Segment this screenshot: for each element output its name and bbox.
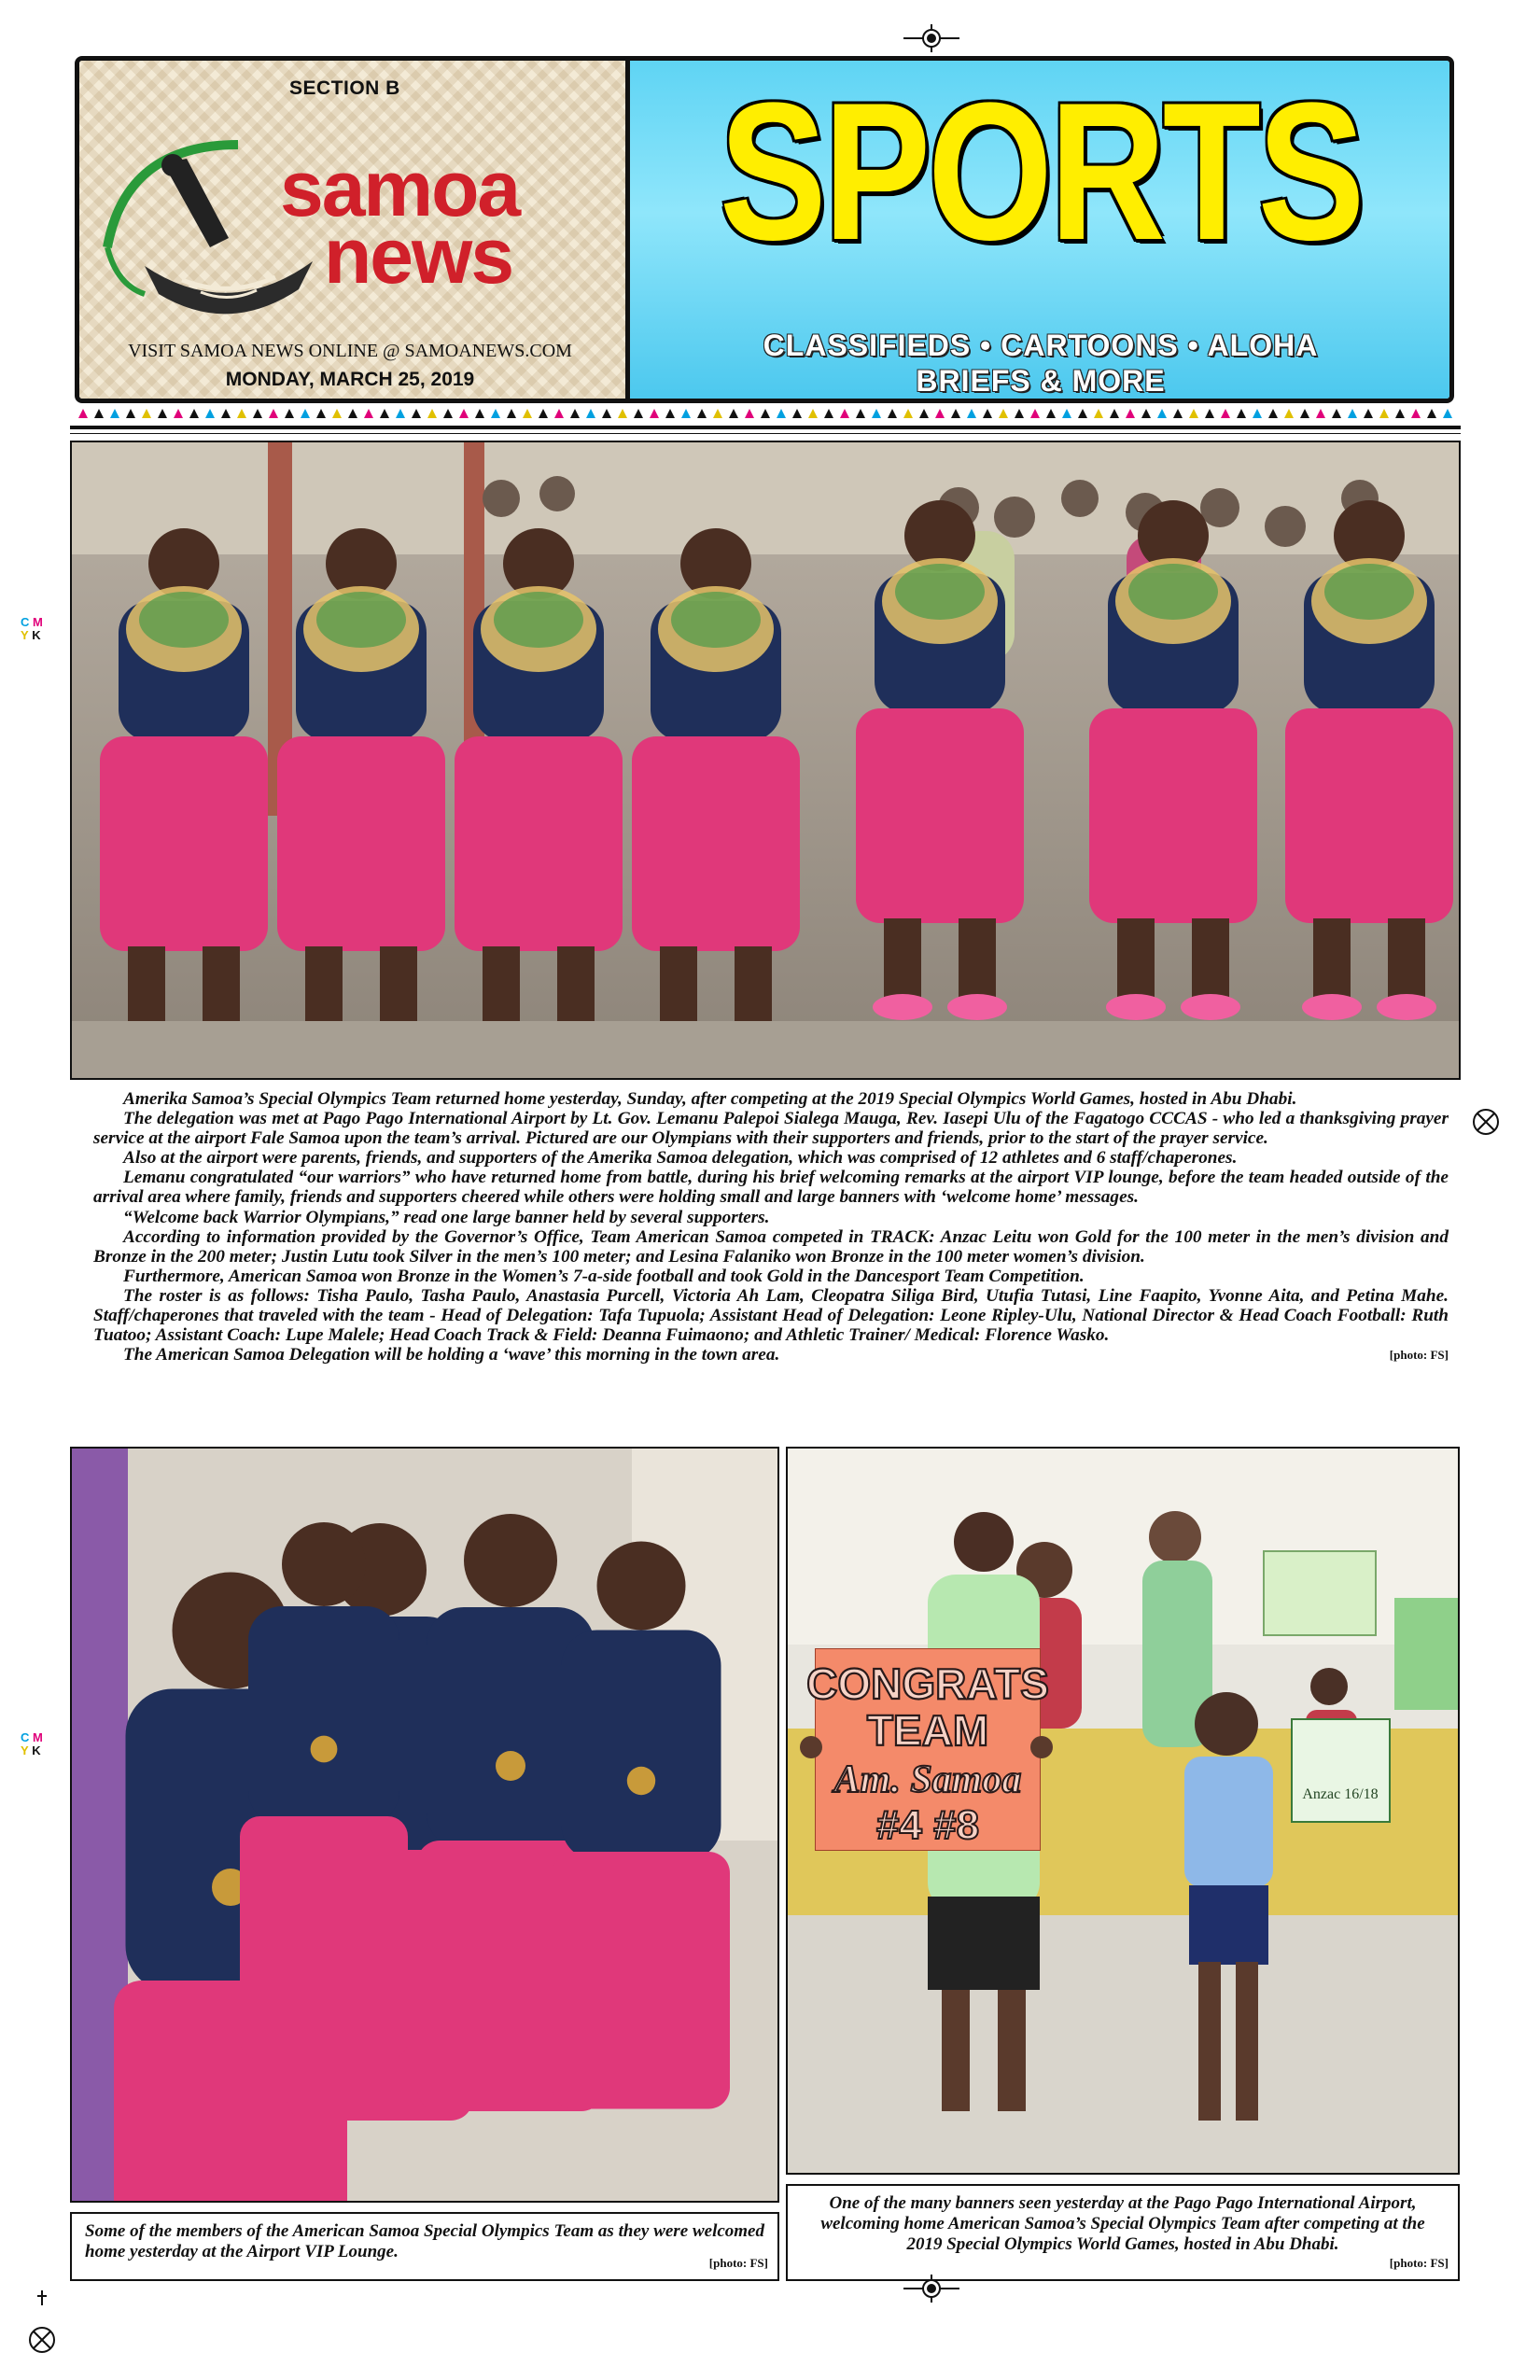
sign-line-3: Am. Samoa bbox=[833, 1758, 1022, 1801]
cmyk-mark: C M Y K bbox=[21, 1730, 43, 1757]
vip-lounge-caption: Some of the members of the American Samoa Special Olympics Team as they were welcomed home yesterday at the Airport VIP Lounge. bbox=[85, 2221, 764, 2261]
issue-date: MONDAY, MARCH 25, 2019 bbox=[225, 369, 475, 390]
divider bbox=[70, 433, 1461, 434]
vip-lounge-photo bbox=[70, 1447, 779, 2203]
caption-paragraph bbox=[93, 1345, 1449, 1365]
triangle-border-decoration bbox=[75, 407, 1454, 420]
caption-last-line: The American Samoa Delegation will be holding a ‘wave’ this morning in the town area. bbox=[123, 1345, 780, 1365]
logo-wordmark-samoa: samoa bbox=[280, 145, 520, 232]
section-label: SECTION B bbox=[289, 77, 400, 99]
main-photo-caption bbox=[93, 1089, 1449, 1365]
caption-paragraph: The roster is as follows: Tisha Paulo, Tasha Paulo, Anastasia Purcell, Victoria Ah Lam, Cleopatra Siliga Bird, Utufia Tutasi, Line Faapito, Yvonne Aita, and Petina Mahe. Staff/chaperones that traveled with the team - Head of Delegation: Tafa Tupuola; Assistant Head of Delegation: Leone Ripley-Ulu, National Director & Head Coach Football: Ruth Tuatoo; Assistant Coach: Lupe Malele; Head Coach Track & Field: Deanna Fuimaono; and Athletic Trainer/ Medical: Florence Wasko. bbox=[93, 1285, 1449, 1346]
sign-line-4: #4 #8 bbox=[875, 1802, 980, 1848]
sign-line-1: CONGRATS bbox=[806, 1659, 1049, 1708]
caption-paragraph: Also at the airport were parents, friends, and supporters of the Amerika Samoa delegation, which was comprised of 12 athletes and 6 staff/chaperones. bbox=[123, 1148, 1238, 1169]
photo-credit: [photo: FS] bbox=[1389, 2256, 1449, 2270]
caption-paragraph: Furthermore, American Samoa won Bronze in the Women’s 7-a-side football and took Gold in the Dancesport Team Competition. bbox=[123, 1266, 1085, 1286]
sports-banner bbox=[630, 61, 1451, 399]
caption-paragraph: “Welcome back Warrior Olympians,” read one large banner held by several supporters. bbox=[123, 1207, 770, 1227]
caption-paragraph: Lemanu congratulated “our warriors” who have returned home from battle, during his brief welcoming remarks at the airport VIP lounge, before the team headed outside of the arrival area where family, friends and supporters cheered while others were holding small and large banners with ‘welcome home’ messages. bbox=[93, 1168, 1449, 1208]
photo-credit: [photo: FS] bbox=[708, 2256, 768, 2270]
sign-line-2: TEAM bbox=[866, 1706, 989, 1755]
banner-photo bbox=[786, 1447, 1460, 2175]
cmyk-mark: C M Y K bbox=[21, 615, 43, 642]
plus-mark-icon bbox=[35, 2289, 49, 2307]
banner-caption-box bbox=[786, 2184, 1460, 2281]
caption-paragraph: According to information provided by the Governor’s Office, Team American Samoa competed in TRACK: Anzac Leitu won Gold for the 100 meter in the men’s division and Bronze in the 200 meter; Justin Lutu took Silver in the men’s 100 meter; and Lesina Falaniko won Bronze in the 100 meter women’s division. bbox=[93, 1226, 1449, 1267]
website-line: VISIT SAMOA NEWS ONLINE @ SAMOANEWS.COM bbox=[128, 341, 572, 361]
vip-lounge-illustration bbox=[72, 1449, 779, 2203]
banner-caption: One of the many banners seen yesterday at the Pago Pago International Airport, welcoming home American Samoa’s Special Olympics Team after competing at the 2019 Special Olympics World Games, hosted in Abu Dhabi. bbox=[820, 2193, 1425, 2254]
logo-panel bbox=[79, 61, 630, 399]
registration-mark-icon bbox=[903, 2273, 959, 2304]
team-group-photo bbox=[70, 441, 1461, 1080]
section-subtitle-1: CLASSIFIEDS • CARTOONS • ALOHA bbox=[763, 329, 1319, 362]
caption-paragraph: Amerika Samoa’s Special Olympics Team returned home yesterday, Sunday, after competing at the 2019 Special Olympics World Games, hosted in Abu Dhabi. bbox=[123, 1089, 1297, 1109]
section-title: SPORTS bbox=[719, 62, 1363, 281]
vip-lounge-caption-box bbox=[70, 2212, 779, 2281]
small-sign-text: Anzac 16/18 bbox=[1302, 1786, 1379, 1802]
crosshair-icon bbox=[1470, 1106, 1502, 1138]
registration-mark-icon bbox=[903, 22, 959, 54]
masthead bbox=[75, 56, 1454, 403]
photo-credit: [photo: FS] bbox=[1389, 1348, 1449, 1363]
team-photo-illustration bbox=[72, 442, 1461, 1080]
logo-wordmark-news: news bbox=[324, 212, 513, 300]
banner-photo-illustration bbox=[788, 1449, 1460, 2175]
crosshair-icon bbox=[26, 2324, 58, 2356]
section-subtitle-2: BRIEFS & MORE bbox=[916, 364, 1166, 398]
divider bbox=[70, 426, 1461, 429]
caption-paragraph: The delegation was met at Pago Pago International Airport by Lt. Gov. Lemanu Palepoi Sialega Mauga, Rev. Iasepi Ulu of the Fagatogo CCCAS - who led a thanksgiving prayer service at the airport Fale Samoa upon the team’s arrival. Pictured are our Olympians with their supporters and friends, prior to the start of the prayer service. bbox=[93, 1109, 1449, 1149]
